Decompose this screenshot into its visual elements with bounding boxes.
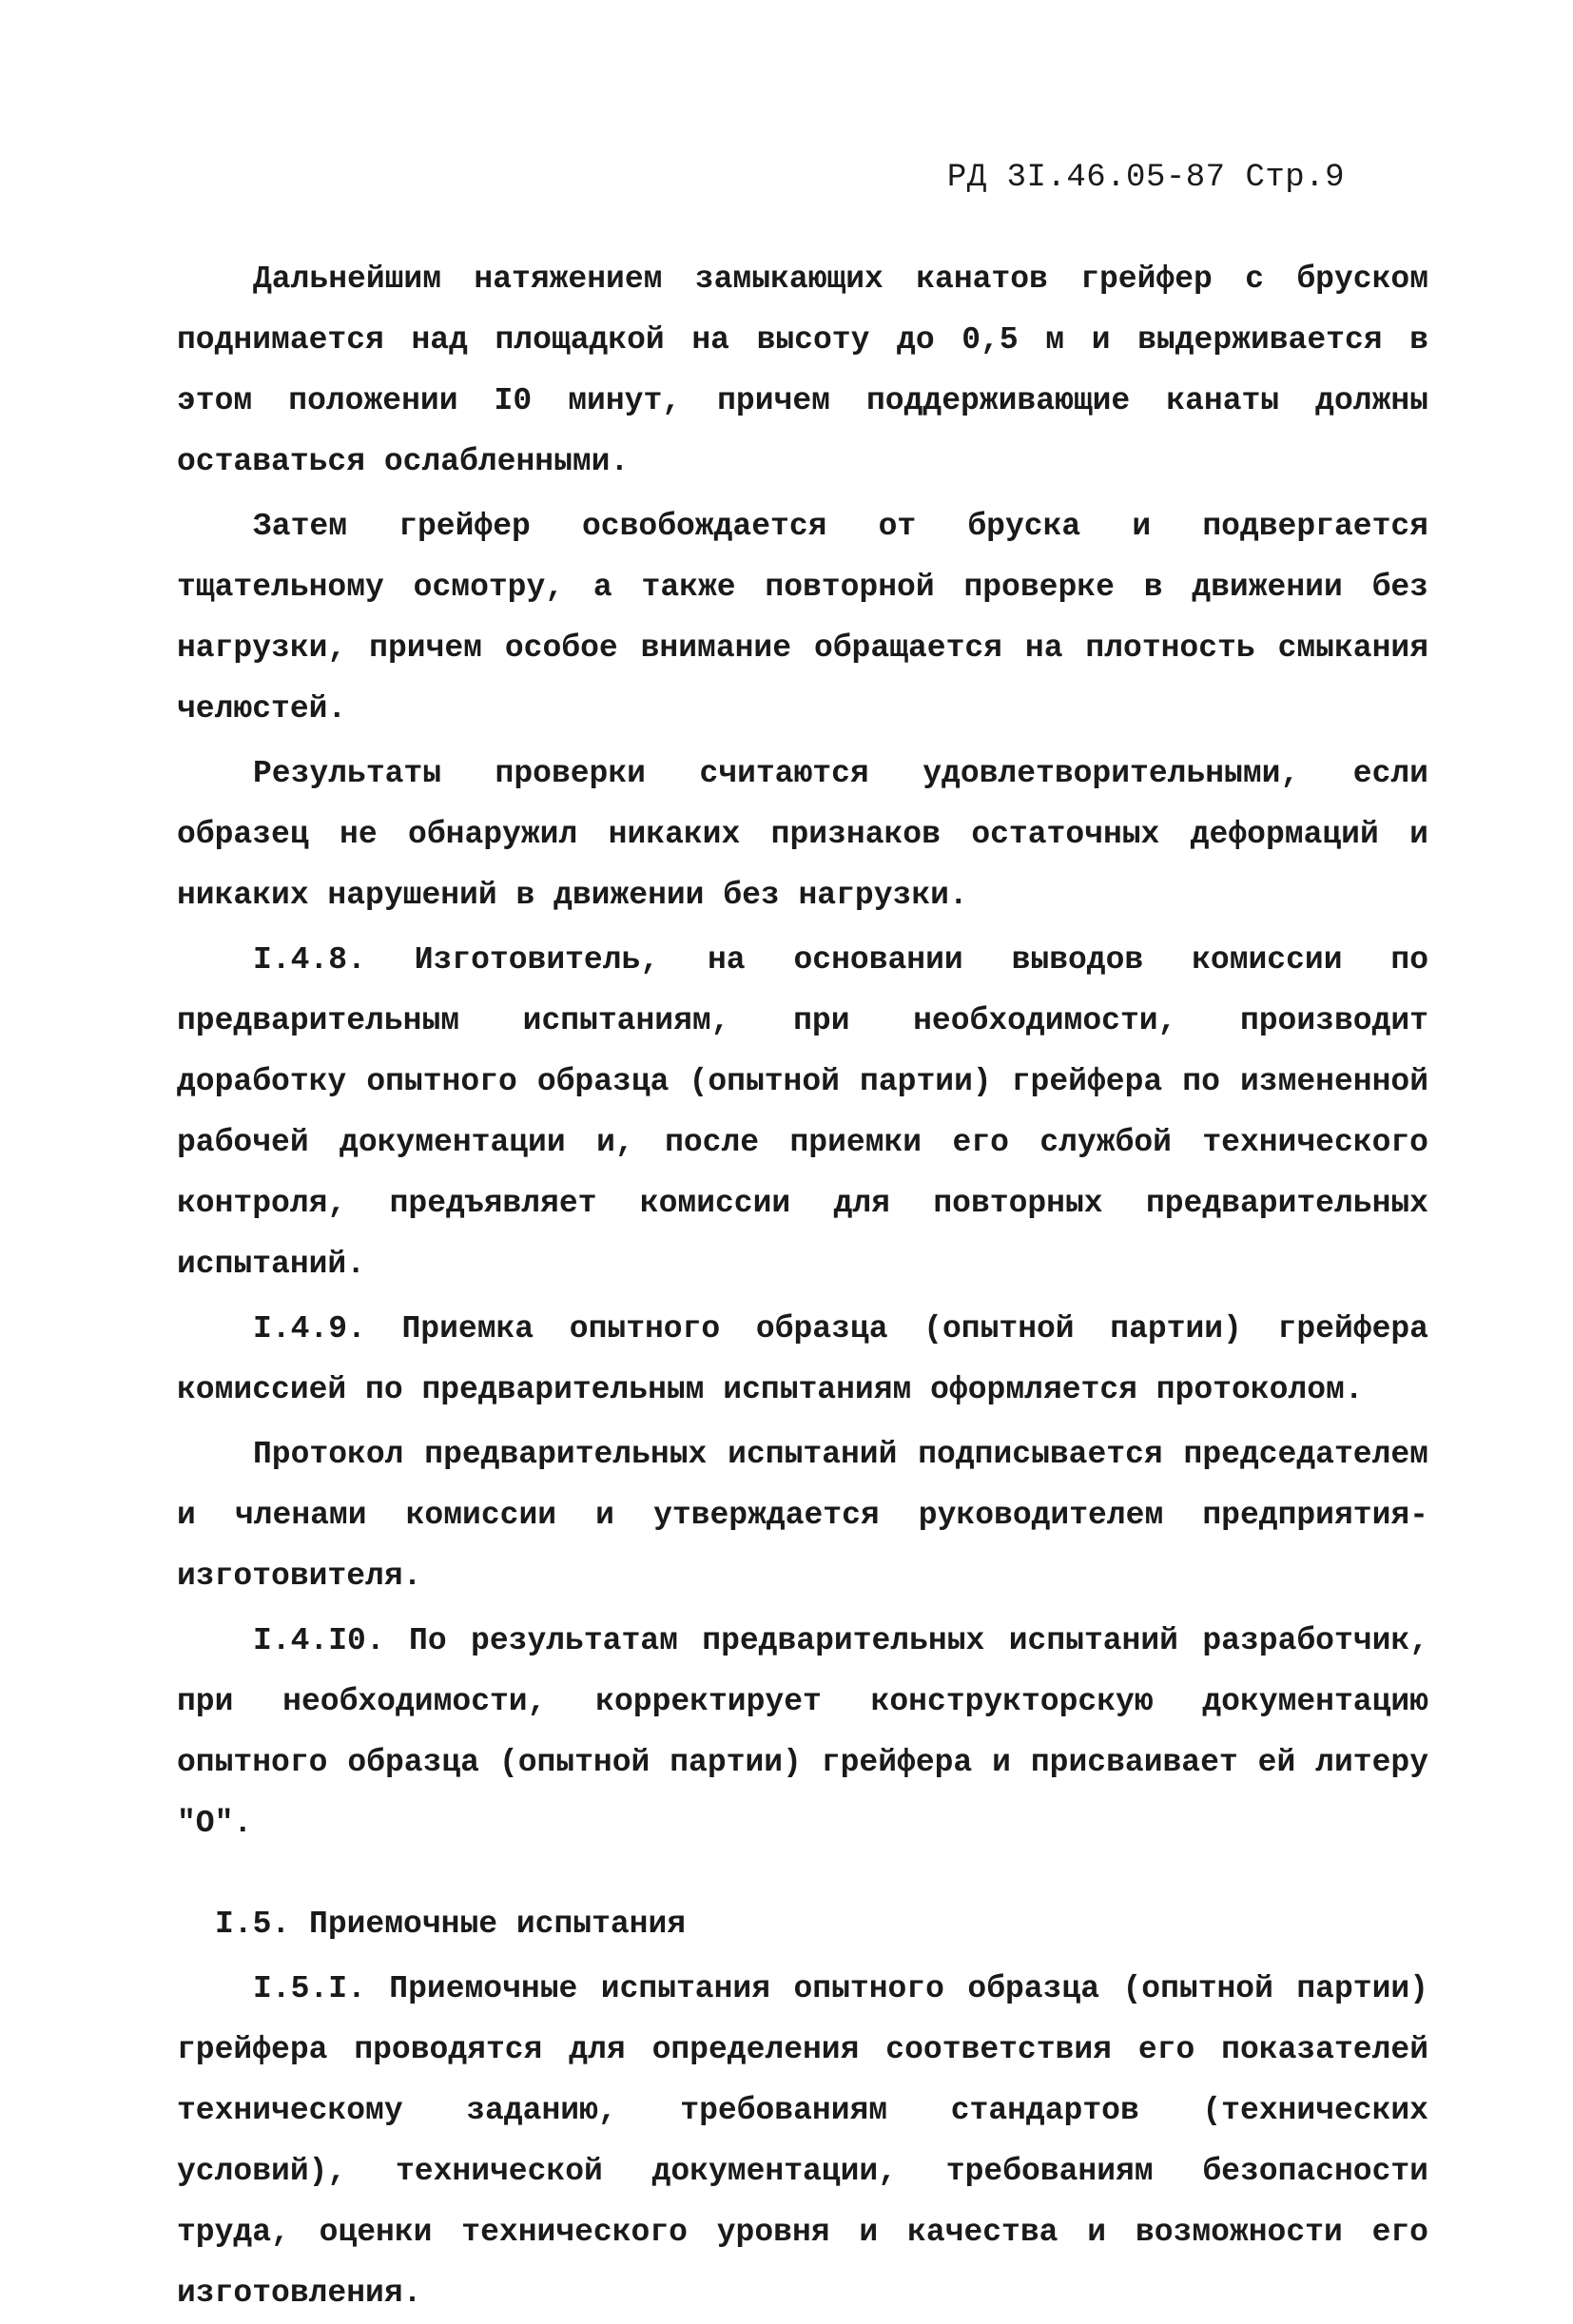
paragraph-1-4-9: I.4.9. Приемка опытного образца (опытной партии) грейфера комиссией по предварительным испытаниям оформляется протоколом.	[177, 1311, 1428, 1407]
paragraph-1-5-1: I.5.I. Приемочные испытания опытного образца (опытной партии) грейфера проводятся для определения соответствия его показателей техническому заданию, требованиям стандартов (технических условий), технической документации, требованиям безопасности труда, оценки технического уровня и качества и возможности его изготовления.	[177, 1971, 1428, 2311]
paragraph-test-results: Результаты проверки считаются удовлетворительными, если образец не обнаружил никаких признаков остаточных деформаций и никаких нарушений в движении без нагрузки.	[177, 756, 1428, 913]
page-header: РД 3I.46.05-87 Стр.9	[946, 160, 1345, 196]
document-body	[177, 249, 1428, 2324]
paragraph-protocol: Протокол предварительных испытаний подписывается председателем и членами комиссии и утверждается руководителем предприятия-изготовителя.	[177, 1437, 1428, 1594]
paragraph-1-4-8: I.4.8. Изготовитель, на основании выводов комиссии по предварительным испытаниям, при необходимости, производит доработку опытного образца (опытной партии) грейфера по измененной рабочей документации и, после приемки его службой технического контроля, предъявляет комиссии для повторных предварительных испытаний.	[177, 942, 1428, 1282]
paragraph-1-4-10: I.4.I0. По результатам предварительных испытаний разработчик, при необходимости, корректирует конструкторскую документацию опытного образца (опытной партии) грейфера и присваивает ей литеру "О".	[177, 1623, 1428, 1841]
paragraph-inspection: Затем грейфер освобождается от бруска и подвергается тщательному осмотру, а также повторной проверке в движении без нагрузки, причем особое внимание обращается на плотность смыкания челюстей.	[177, 509, 1428, 726]
section-title-1-5: I.5. Приемочные испытания	[215, 1907, 687, 1942]
paragraph-lifting-test: Дальнейшим натяжением замыкающих канатов грейфер с бруском поднимается над площадкой на высоту до 0,5 м и выдерживается в этом положении I0 минут, причем поддерживающие канаты должны оставаться ослабленными.	[177, 261, 1428, 479]
